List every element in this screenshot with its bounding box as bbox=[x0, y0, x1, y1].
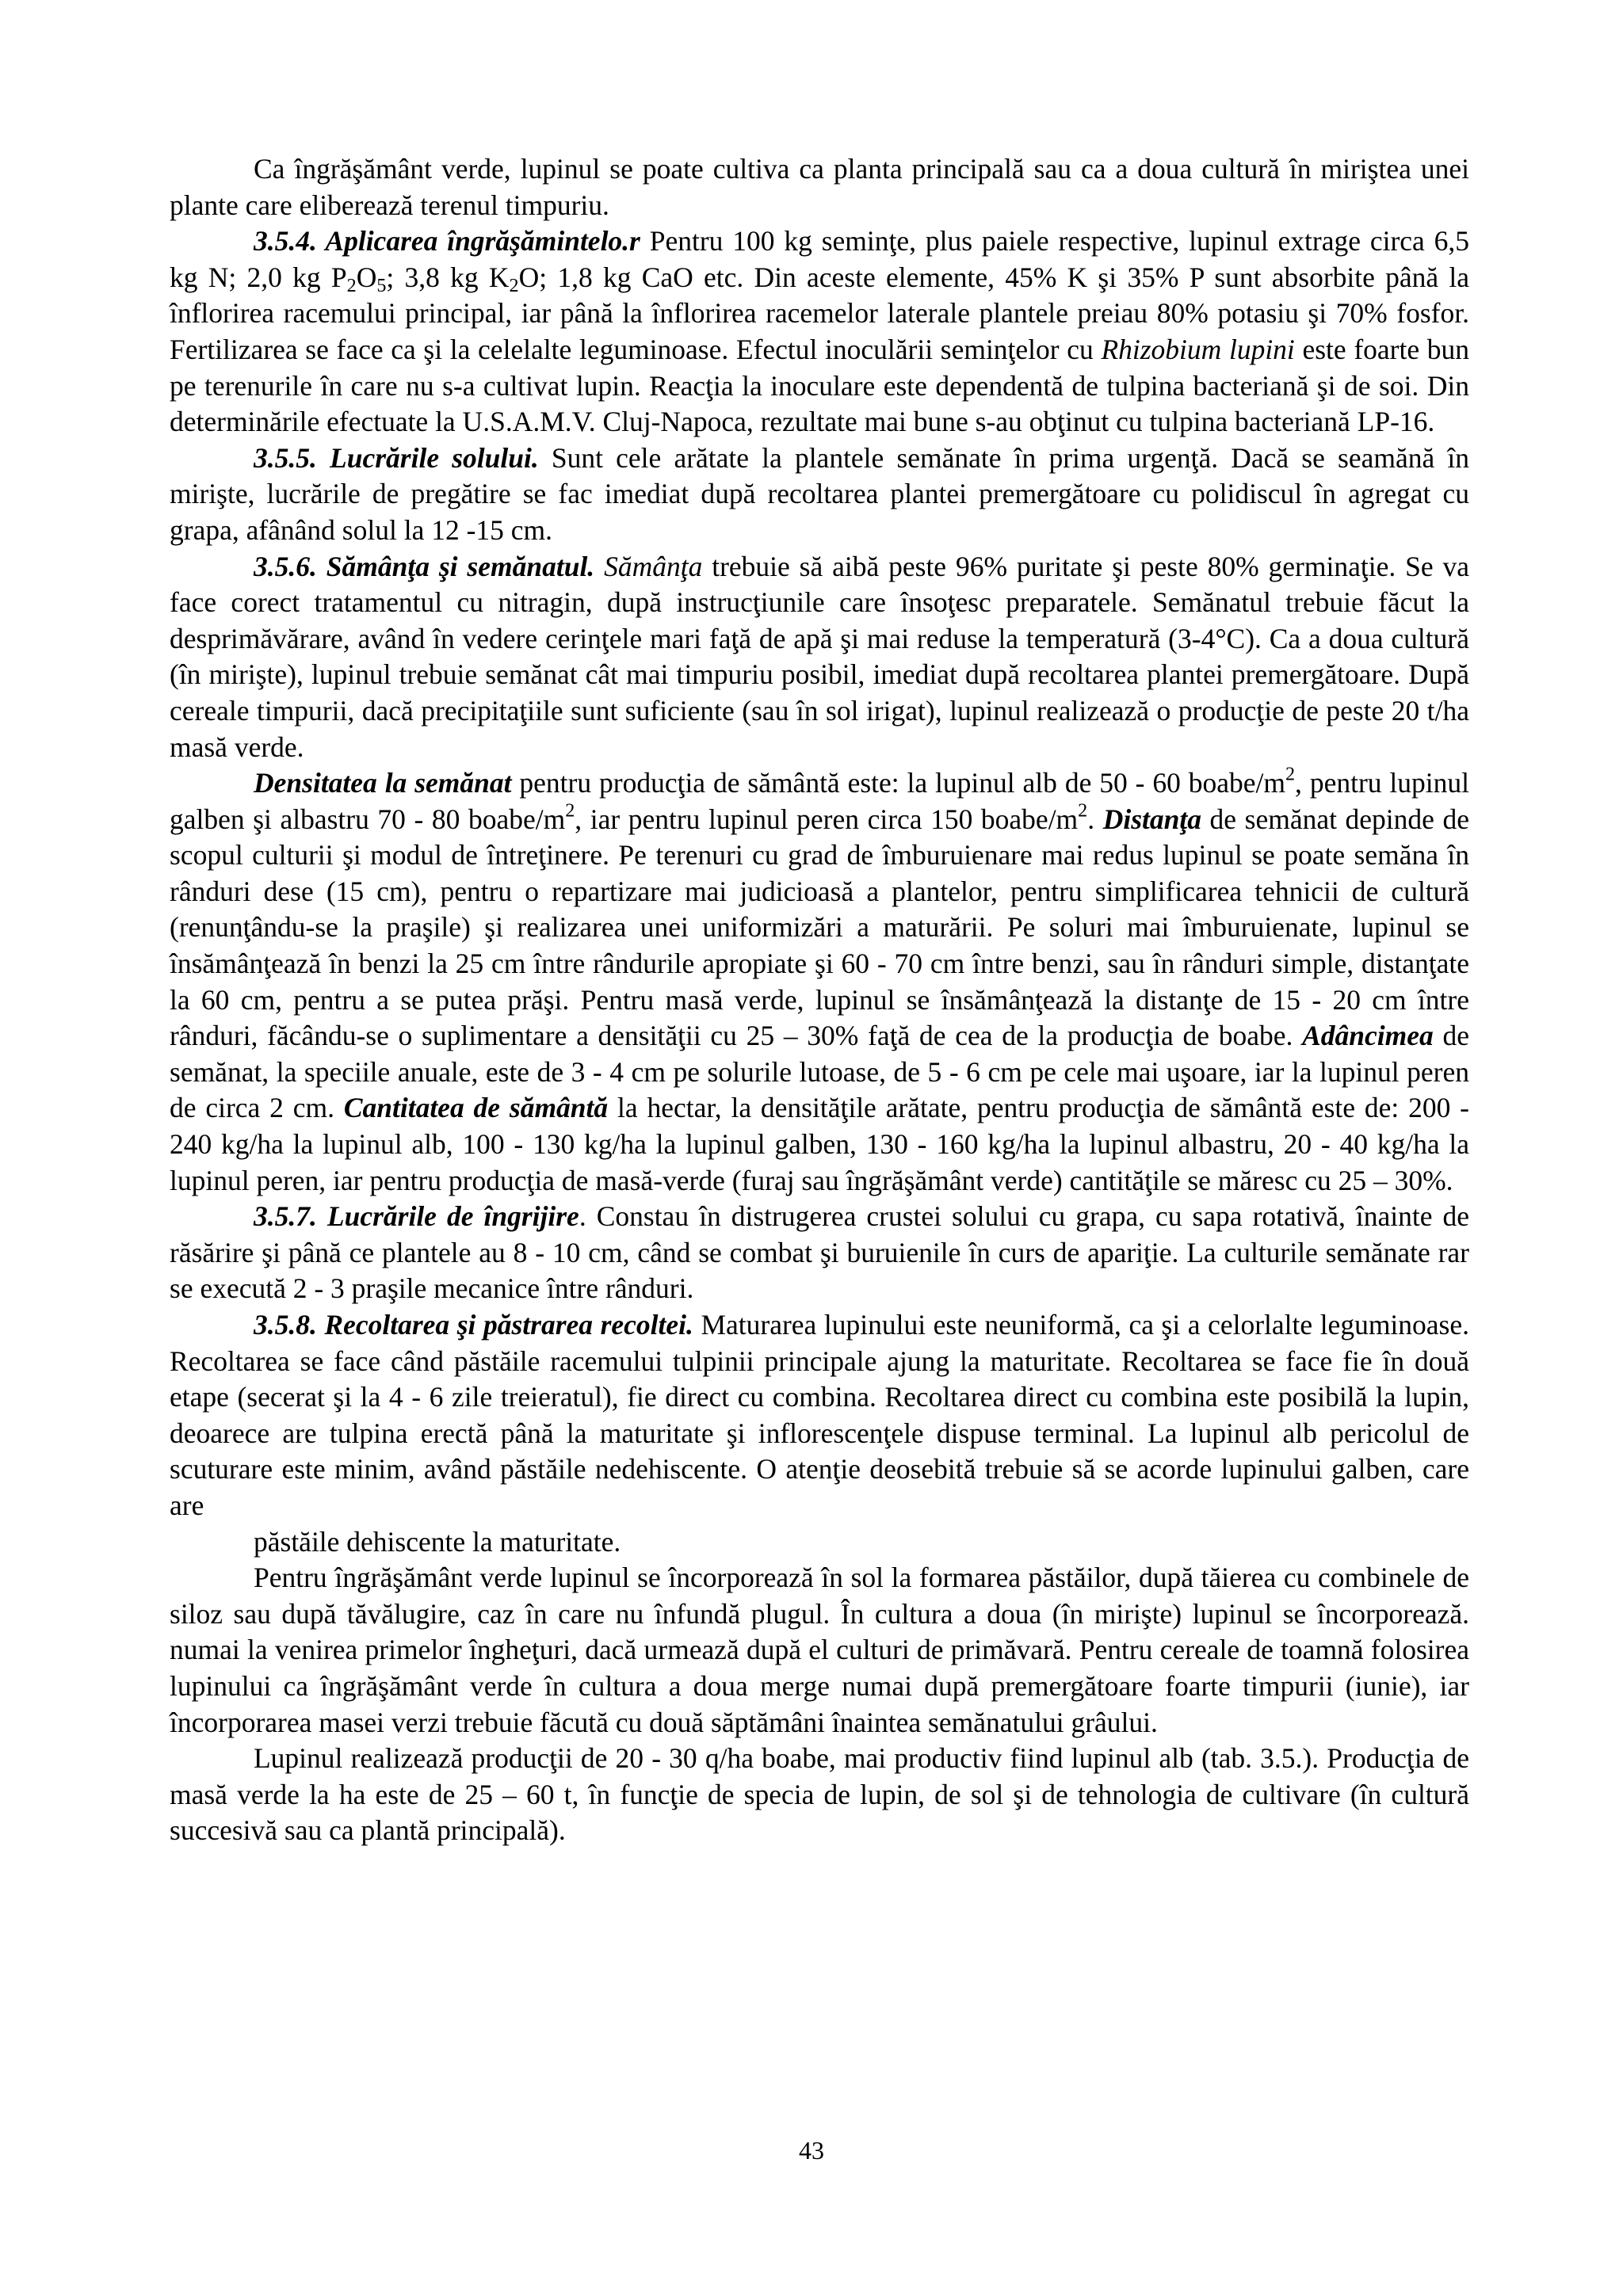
section-3-5-8: 3.5.8. Recoltarea şi păstrarea recoltei. Maturarea lupinului este neuniformă, ca şi a celorlalte leguminoase. Recoltarea se face când păstăile racemului tulpinii principale ajung la maturitate. Recoltarea se face fie în două etape (secerat şi la 4 - 6 zile treieratul), fie direct cu combina. Recoltarea direct cu combina este posibilă la lupin, deoarece are tulpina erectă până la maturitate şi inflorescenţele dispuse terminal. La lupinul alb pericolul de scuturare este minim, având păstăile nedehiscente. O atenţie deosebită trebuie să se acorde lupinului galben, care are bbox=[170, 1309, 1469, 1521]
section-heading-soil-work: 3.5.5. Lucrările solului. bbox=[254, 441, 539, 474]
section-heading-fertilizers: 3.5.4. Aplicarea îngrăşămintelo.r bbox=[254, 225, 640, 257]
subheading-depth: Adâncimea bbox=[1302, 1020, 1434, 1052]
section-heading-maintenance: 3.5.7. Lucrările de îngrijire bbox=[254, 1200, 579, 1233]
section-heading-seed-sowing: 3.5.6. Sămânţa şi semănatul. bbox=[254, 550, 595, 582]
paragraph-sowing-density: Densitatea la semănat pentru producţia de sământă este: la lupinul alb de 50 - 60 boabe/$m^2$, pentru lupinul galben şi albastru 70 - 80 boabe/$m^2$, iar pentru lupinul peren circa 150 boabe/$m^2$. Distanţa de semănat depinde de scopul culturii şi modul de întreţinere. Pe terenuri cu grad de îmburuienare mai redus lupinul se poate semăna în rânduri dese (15 cm), pentru o repartizare mai judicioasă a plantelor, pentru simplificarea tehnicii de cultură (renunţându-se la praşile) şi realizarea unei uniformizări a maturării. Pe soluri mai îmburuienate, lupinul se însămânţează în benzi la 25 cm între rândurile apropiate şi 60 - 70 cm între benzi, sau în rânduri simple, distanţate la 60 cm, pentru a se putea prăşi. Pentru masă verde, lupinul se însămânţează la distanţe de 15 - 20 cm între rânduri, făcându-se o suplimentare a densităţii cu 25 – 30% faţă de cea de la producţia de boabe. Adâncimea de semănat, la speciile anuale, este de 3 - 4 cm pe solurile lutoase, de 5 - 6 cm pe cele mai uşoare, iar la lupinul peren de circa 2 cm. Cantitatea de sământă la hectar, la densităţile arătate, pentru producţia de sământă este de: 200 - 240 kg/ha la lupinul alb, 100 - 130 kg/ha la lupinul galben, 130 - 160 kg/ha la lupinul albastru, 20 - 40 kg/ha la lupinul peren, iar pentru producţia de masă-verde (furaj sau îngrăşământ verde) cantităţile se măresc cu 25 – 30%. bbox=[170, 763, 1470, 1196]
page-body bbox=[170, 151, 1469, 1849]
subheading-density: Densitatea la semănat bbox=[254, 767, 512, 799]
page-number: 43 bbox=[799, 2136, 824, 2164]
section-3-5-7: 3.5.7. Lucrările de îngrijire. Constau în distrugerea crustei solului cu grapa, cu sapa rotativă, înainte de răsărire şi până ce plantele au 8 - 10 cm, când se combat şi buruienile în curs de apariţie. La culturile semănate rar se execută 2 - 3 praşile mecanice între rânduri. bbox=[170, 1200, 1470, 1305]
subheading-quantity: Cantitatea de sământă bbox=[343, 1092, 609, 1124]
section-3-5-5: 3.5.5. Lucrările solului. Sunt cele arătate la plantele semănate în prima urgenţă. Dacă se seamănă în mirişte, lucrările de pregătire se fac imediat după recoltarea plantei premergătoare cu polidiscul în agregat cu grapa, afânând solul la 12 -15 cm. bbox=[170, 441, 1469, 546]
paragraph-green-manure-incorporation: Pentru îngrăşământ verde lupinul se încorporează în sol la formarea păstăilor, după tăierea cu combinele de siloz sau după tăvălugire, caz în care nu înfundă plugul. În cultura a doua (în mirişte) lupinul se încorporează. numai la venirea primelor îngheţuri, dacă urmează după el culturi de primăvară. Pentru cereale de toamnă folosirea lupinului ca îngrăşământ verde în cultura a doua merge numai după premergătoare foarte timpurii (iunie), iar încorporarea masei verzi trebuie făcută cu două săptămâni înaintea semănatului grâului. bbox=[170, 1562, 1469, 1738]
subheading-seed: Sămânţa bbox=[604, 550, 703, 582]
paragraph-green-manure-intro: Ca îngrăşământ verde, lupinul se poate cultiva ca planta principală sau ca a doua cultură în miriştea unei plante care eliberează terenul timpuriu. bbox=[170, 153, 1469, 221]
paragraph-yield: Lupinul realizează producţii de 20 - 30 q/ha boabe, mai productiv fiind lupinul alb (tab. 3.5.). Producţia de masă verde la ha este de 25 – 60 t, în funcţie de specia de lupin, de sol şi de tehnologia de cultivare (în cultură succesivă sau ca plantă principală). bbox=[170, 1742, 1469, 1847]
section-3-5-6: 3.5.6. Sămânţa şi semănatul. Sămânţa trebuie să aibă peste 96% puritate şi peste 80% germinaţie. Se va face corect tratamentul cu nitragin, după instrucţiunile care însoţesc preparatele. Semănatul trebuie făcut la desprimăvărare, având în vedere cerinţele mari faţă de apă şi mai reduse la temperatură (3-4°C). Ca a doua cultură (în mirişte), lupinul trebuie semănat cât mai timpuriu posibil, imediat după recoltarea plantei premergătoare. După cereale timpurii, dacă precipitaţiile sunt suficiente (sau în sol irigat), lupinul realizează o producţie de peste 20 t/ha masă verde. bbox=[170, 550, 1469, 763]
section-heading-harvest: 3.5.8. Recoltarea şi păstrarea recoltei. bbox=[254, 1309, 693, 1341]
section-3-5-4: 3.5.4. Aplicarea îngrăşămintelo.r Pentru 100 kg seminţe, plus paiele respective, lupinul extrage circa 6,5 kg N; 2,0 kg $P_2O_5$; 3,8 kg $K_2O$; 1,8 kg CaO etc. Din aceste elemente, 45% K şi 35% P sunt absorbite până la înflorirea racemului principal, iar până la înflorirea racemelor laterale plantele preiau 80% potasiu şi 70% fosfor. Fertilizarea se face ca şi la celelalte leguminoase. Efectul inoculării seminţelor cu Rhizobium lupini este foarte bun pe terenurile în care nu s-a cultivat lupin. Reacţia la inoculare este dependentă de tulpina bacteriană şi de soi. Din determinările efectuate la U.S.A.M.V. Cluj-Napoca, rezultate mai bune s-au obţinut cu tulpina bacteriană LP-16. bbox=[170, 225, 1470, 438]
subheading-distance: Distanţa bbox=[1102, 803, 1201, 835]
section-3-5-8-continuation: păstăile dehiscente la maturitate. bbox=[254, 1525, 621, 1558]
species-name: Rhizobium lupini bbox=[1101, 333, 1295, 365]
